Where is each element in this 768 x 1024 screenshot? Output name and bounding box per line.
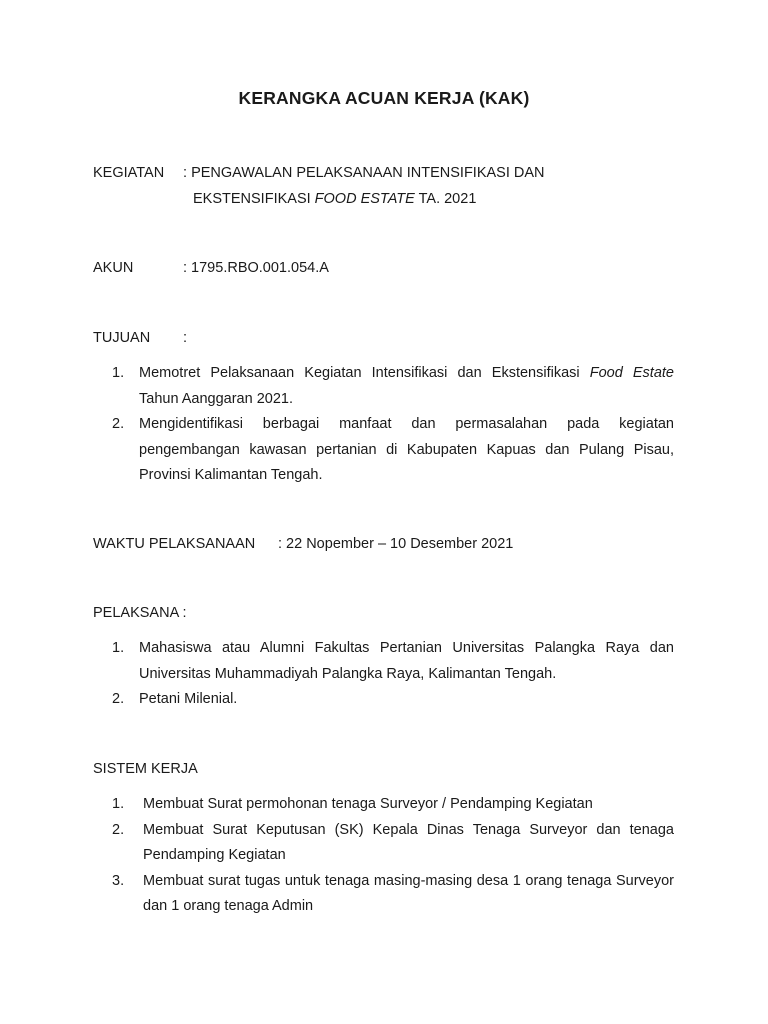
tujuan-list bbox=[112, 361, 674, 489]
kegiatan-line2-italic: FOOD ESTATE bbox=[314, 191, 415, 207]
tujuan-colon: : bbox=[183, 330, 188, 346]
sistem-kerja-list bbox=[112, 792, 674, 920]
document-title: KERANGKA ACUAN KERJA (KAK) bbox=[238, 88, 530, 108]
kegiatan-label: KEGIATAN bbox=[93, 165, 165, 181]
pelaksana-label: PELAKSANA : bbox=[93, 605, 187, 621]
sistem-kerja-label: SISTEM KERJA bbox=[93, 761, 198, 777]
list-item-number: 2. bbox=[112, 821, 125, 838]
waktu-label: WAKTU PELAKSANAAN bbox=[93, 536, 256, 552]
list-item bbox=[112, 687, 674, 713]
tujuan-item-1-prefix: Memotret Pelaksanaan Kegiatan Intensifikasi dan Ekstensifikasi bbox=[139, 365, 590, 381]
tujuan-item-1-suffix: Tahun Aanggaran 2021. bbox=[139, 390, 293, 407]
sistem-kerja-item-1-text: Membuat Surat permohonan tenaga Surveyor / Pendamping Kegiatan bbox=[143, 796, 593, 812]
tujuan-item-1-italic: Food Estate bbox=[589, 365, 674, 381]
list-item-number: 1. bbox=[112, 640, 125, 656]
kegiatan-value-line1 bbox=[183, 165, 545, 181]
pelaksana-item-1-text: Mahasiswa atau Alumni Fakultas Pertanian Universitas Palangka Raya dan Universitas Muhammadiyah Palangka Raya, Kalimantan Tengah. bbox=[139, 640, 674, 682]
list-item bbox=[112, 869, 674, 920]
list-item bbox=[112, 818, 674, 869]
tujuan-label: TUJUAN bbox=[93, 330, 151, 346]
list-item-number: 2. bbox=[112, 691, 125, 707]
akun-label: AKUN bbox=[93, 260, 134, 276]
list-item bbox=[112, 361, 674, 412]
kegiatan-value-line2 bbox=[193, 191, 476, 207]
kegiatan-line1: PENGAWALAN PELAKSANAAN INTENSIFIKASI DAN bbox=[191, 165, 545, 181]
pelaksana-item-2-text: Petani Milenial. bbox=[139, 691, 238, 707]
kegiatan-colon: : bbox=[183, 165, 188, 181]
list-item bbox=[112, 792, 674, 818]
list-item-number: 1. bbox=[112, 796, 125, 812]
list-item bbox=[112, 412, 674, 489]
sistem-kerja-item-2-text: Membuat Surat Keputusan (SK) Kepala Dinas Tenaga Surveyor dan tenaga Pendamping Kegiatan bbox=[143, 821, 674, 863]
pelaksana-list bbox=[112, 636, 674, 713]
kegiatan-line2-prefix: EKSTENSIFIKASI bbox=[193, 191, 315, 207]
akun-value: : 1795.RBO.001.054.A bbox=[183, 260, 329, 276]
tujuan-item-2-text: Mengidentifikasi berbagai manfaat dan permasalahan pada kegiatan pengembangan kawasan pertanian di Kabupaten Kapuas dan Pulang Pisau, Provinsi Kalimantan Tengah. bbox=[139, 416, 674, 483]
list-item-number: 1. bbox=[112, 365, 125, 381]
list-item-number: 2. bbox=[112, 416, 125, 432]
kegiatan-line2-suffix: TA. 2021 bbox=[414, 191, 477, 207]
list-item bbox=[112, 636, 674, 687]
list-item-number: 3. bbox=[112, 872, 125, 889]
sistem-kerja-item-3-text: Membuat surat tugas untuk tenaga masing-masing desa 1 orang tenaga Surveyor dan 1 orang tenaga Admin bbox=[143, 872, 674, 914]
waktu-value: : 22 Nopember – 10 Desember 2021 bbox=[278, 536, 514, 552]
